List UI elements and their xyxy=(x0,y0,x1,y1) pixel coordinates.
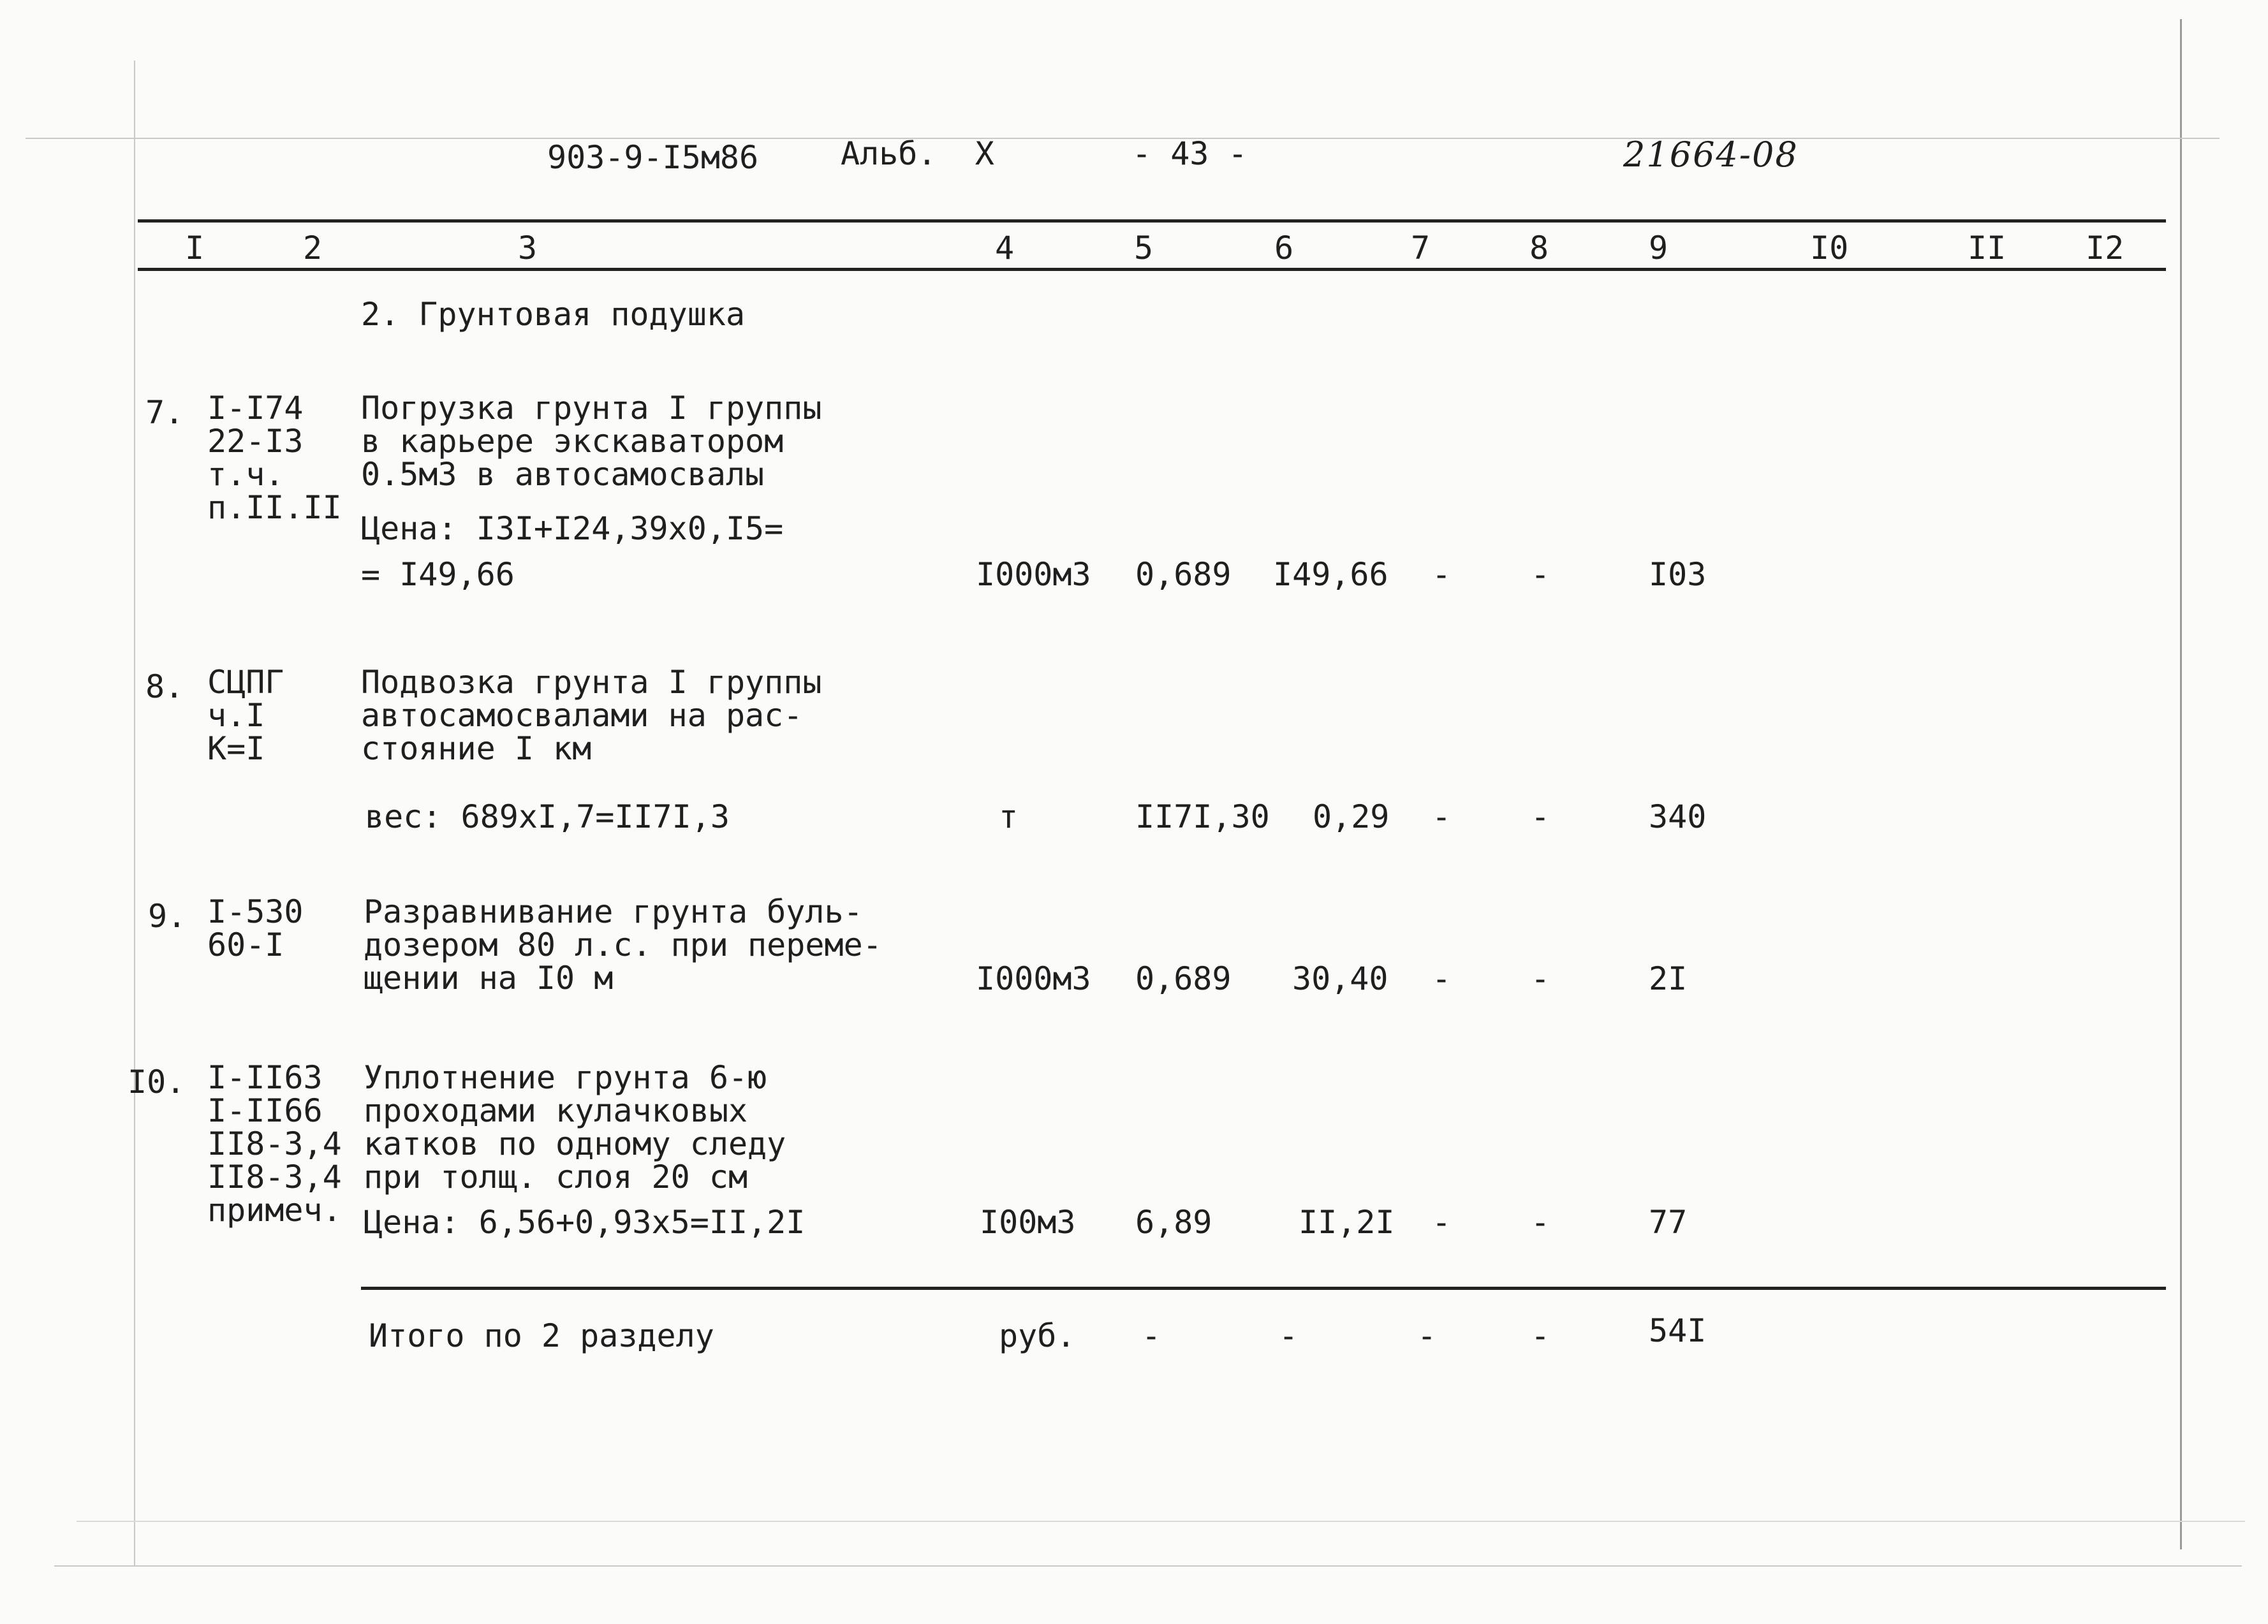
row-number: I0. xyxy=(128,1064,186,1101)
row-references: I-I74 22-I3 т.ч. п.II.II xyxy=(207,390,342,526)
row-col8: - xyxy=(1531,798,1550,835)
column-header-2: 2 xyxy=(303,230,323,267)
column-header-5: 5 xyxy=(1134,230,1154,267)
doc-code: 903-9-I5м86 xyxy=(547,139,759,176)
row-number: 8. xyxy=(145,668,184,705)
album-label: Альб. X xyxy=(841,135,994,172)
summary-col6: - xyxy=(1279,1317,1299,1354)
row-price: I49,66 xyxy=(1273,556,1388,593)
row-description: Разравнивание грунта буль- дозером 80 л.с. при переме- щении на I0 м xyxy=(364,893,882,997)
summary-rule xyxy=(361,1287,2166,1290)
column-header-12: I2 xyxy=(2086,230,2124,267)
row-total: I03 xyxy=(1649,556,1707,593)
summary-total: 54I xyxy=(1649,1312,1707,1349)
row-calculation: = I49,66 xyxy=(361,556,515,593)
header-rule-bottom xyxy=(138,268,2166,271)
row-price: II,2I xyxy=(1299,1204,1395,1241)
row-description: Подвозка грунта I группы автосамосвалами на рас- стояние I км xyxy=(361,664,822,767)
row-quantity: 0,689 xyxy=(1135,556,1232,593)
row-col7: - xyxy=(1432,556,1452,593)
column-header-1: I xyxy=(185,230,205,267)
scan-frame-left xyxy=(134,61,135,1565)
column-header-11: II xyxy=(1968,230,2007,267)
row-calculation: вес: 689xI,7=II7I,3 xyxy=(365,798,730,835)
archive-number: 21664-08 xyxy=(1623,135,1799,175)
row-col8: - xyxy=(1531,960,1550,997)
column-header-9: 9 xyxy=(1649,230,1668,267)
row-number: 9. xyxy=(148,898,187,935)
scan-frame-bottom-2 xyxy=(77,1521,2245,1522)
row-references: I-530 60-I xyxy=(207,893,304,963)
row-col8: - xyxy=(1531,556,1550,593)
scan-frame-right xyxy=(2180,19,2182,1549)
column-header-4: 4 xyxy=(995,230,1015,267)
row-unit: I000м3 xyxy=(976,960,1091,997)
row-total: 340 xyxy=(1649,798,1707,835)
row-unit: т xyxy=(999,798,1019,835)
summary-col5: - xyxy=(1142,1317,1161,1354)
row-description: Погрузка грунта I группы в карьере экскаватором 0.5м3 в автосамосвалы xyxy=(361,390,822,493)
row-calculation: Цена: 6,56+0,93x5=II,2I xyxy=(364,1204,806,1241)
header-rule-top xyxy=(138,219,2166,223)
row-col7: - xyxy=(1432,798,1452,835)
row-number: 7. xyxy=(145,394,184,431)
row-col8: - xyxy=(1531,1204,1550,1241)
summary-col7: - xyxy=(1417,1317,1437,1354)
summary-label: Итого по 2 разделу xyxy=(369,1317,714,1354)
column-header-10: I0 xyxy=(1810,230,1849,267)
scan-frame-bottom xyxy=(54,1565,2242,1567)
row-price: 30,40 xyxy=(1292,960,1388,997)
row-price: 0,29 xyxy=(1313,798,1390,835)
row-references: СЦПГ ч.I К=I xyxy=(207,664,284,767)
row-total: 77 xyxy=(1649,1204,1688,1241)
summary-unit: руб. xyxy=(999,1317,1076,1354)
row-quantity: 6,89 xyxy=(1135,1204,1212,1241)
row-total: 2I xyxy=(1649,960,1688,997)
row-unit: I00м3 xyxy=(980,1204,1076,1241)
column-header-8: 8 xyxy=(1529,230,1549,267)
row-quantity: II7I,30 xyxy=(1135,798,1270,835)
column-header-6: 6 xyxy=(1274,230,1294,267)
row-quantity: 0,689 xyxy=(1135,960,1232,997)
row-description-extra: Цена: I3I+I24,39x0,I5= xyxy=(361,510,784,547)
summary-col8: - xyxy=(1531,1317,1550,1354)
column-header-7: 7 xyxy=(1411,230,1431,267)
row-col7: - xyxy=(1432,1204,1452,1241)
scan-frame-top xyxy=(26,138,2220,139)
section-title: 2. Грунтовая подушка xyxy=(361,296,746,333)
page-number: - 43 - xyxy=(1132,135,1248,172)
row-unit: I000м3 xyxy=(976,556,1091,593)
row-col7: - xyxy=(1432,960,1452,997)
row-description: Уплотнение грунта 6-ю проходами кулачковых катков по одному следу при толщ. слоя 20 см xyxy=(364,1059,786,1196)
column-header-3: 3 xyxy=(518,230,538,267)
row-references: I-II63 I-II66 II8-3,4 II8-3,4 примеч. xyxy=(207,1059,342,1229)
